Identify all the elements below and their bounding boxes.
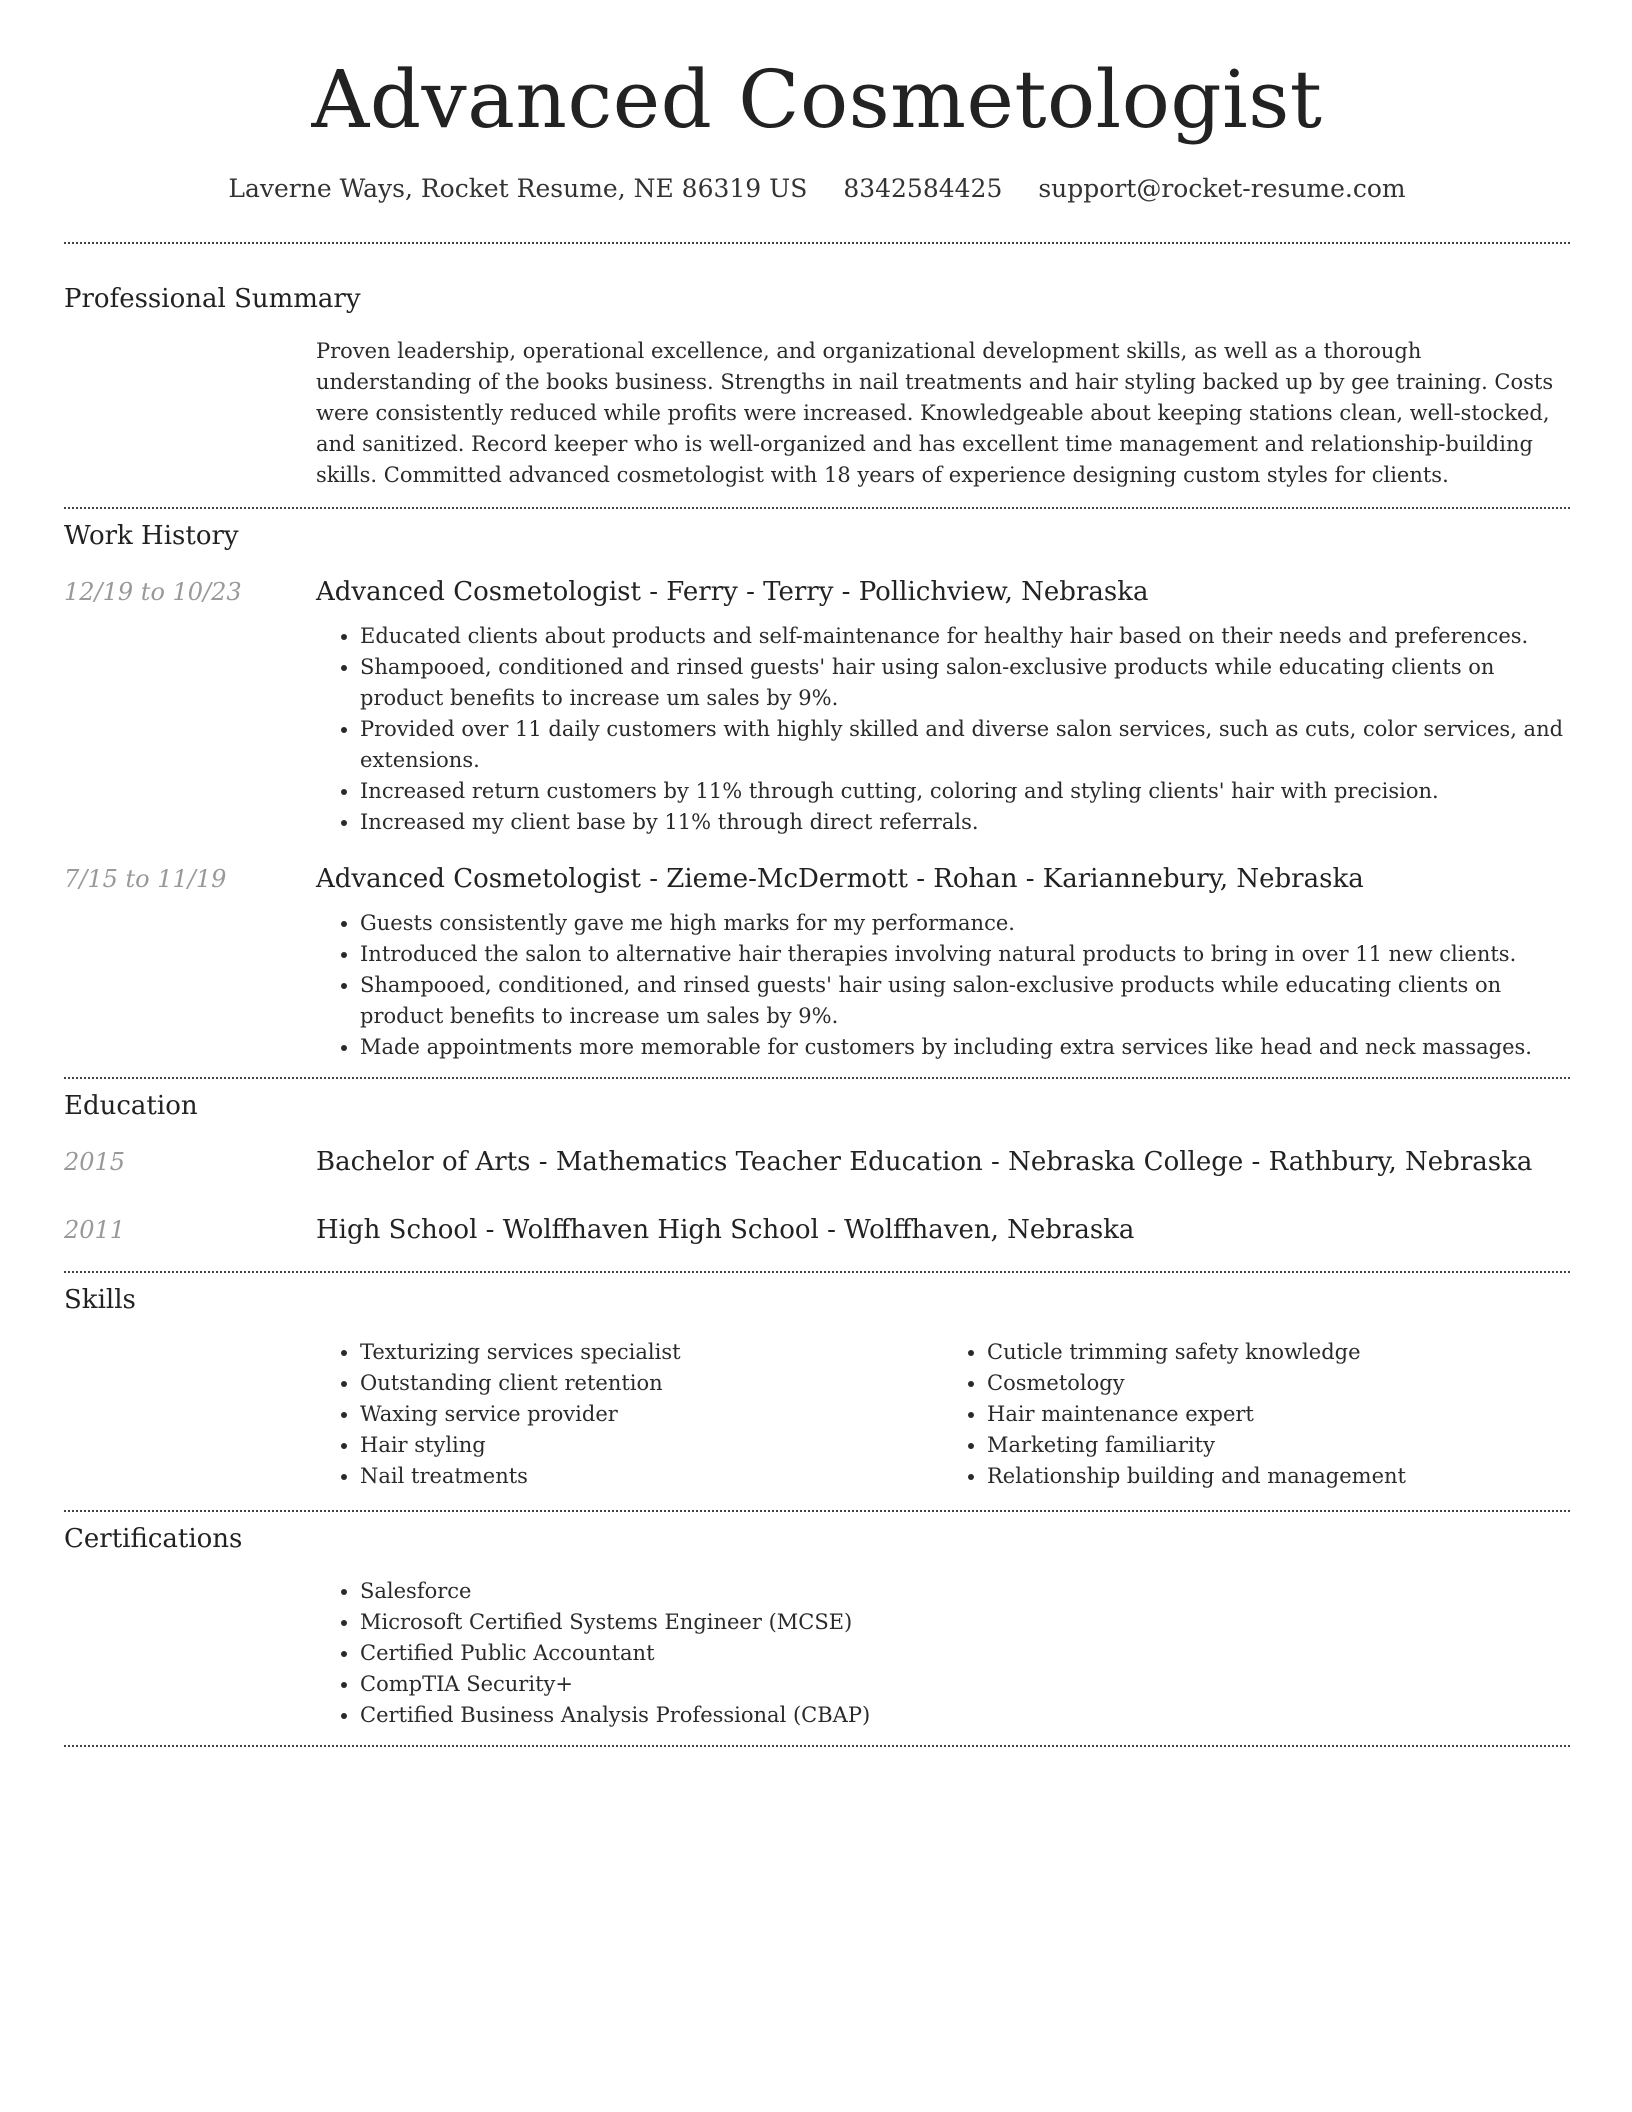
education-entry	[64, 1213, 1570, 1247]
contact-line	[64, 172, 1570, 206]
job-bullets	[316, 908, 1570, 1063]
list-item: • Shampooed, conditioned and rinsed guests' hair using salon-exclusive products while educating clients on product benefits to increase um sales by 9%.	[360, 652, 1570, 714]
contact-address: Laverne Ways, Rocket Resume, NE 86319 US	[228, 174, 808, 203]
skills-list-right	[943, 1337, 1570, 1492]
list-item: • Cosmetology	[987, 1368, 1570, 1399]
list-item: • Increased my client base by 11% through direct referrals.	[360, 807, 1570, 838]
job-dates: 12/19 to 10/23	[64, 578, 242, 606]
job-bullets	[316, 621, 1570, 838]
job-details: - Ferry - Terry - Pollichview, Nebraska	[640, 577, 1149, 607]
education-title	[316, 1213, 1134, 1247]
job-entry	[64, 862, 1570, 1063]
certifications-section	[64, 1522, 1570, 1731]
education-year: 2011	[64, 1216, 126, 1244]
skills-list-left	[316, 1337, 943, 1492]
education-details: - Wolffhaven High School - Wolffhaven, Nebraska	[477, 1215, 1135, 1245]
list-item: • Cuticle trimming safety knowledge	[987, 1337, 1570, 1368]
list-item: • Certified Business Analysis Professional (CBAP)	[360, 1700, 1570, 1731]
education-entry	[64, 1145, 1570, 1179]
list-item: • Increased return customers by 11% through cutting, coloring and styling clients' hair with precision.	[360, 776, 1570, 807]
education-title	[316, 1145, 1532, 1179]
contact-phone: 8342584425	[843, 174, 1003, 203]
job-role: Advanced Cosmetologist	[316, 864, 641, 894]
list-item: • Introduced the salon to alternative hair therapies involving natural products to bring in over 11 new clients.	[360, 939, 1570, 970]
education-section	[64, 1089, 1570, 1247]
list-item: • Made appointments more memorable for customers by including extra services like head and neck massages.	[360, 1032, 1570, 1063]
section-divider	[64, 1271, 1570, 1273]
list-item: • Hair maintenance expert	[987, 1399, 1570, 1430]
certifications-list	[316, 1576, 1570, 1731]
job-entry	[64, 575, 1570, 838]
list-item: • Provided over 11 daily customers with highly skilled and diverse salon services, such as cuts, color services, and extensions.	[360, 714, 1570, 776]
list-item: • Shampooed, conditioned, and rinsed guests' hair using salon-exclusive products while educating clients on product benefits to increase um sales by 9%.	[360, 970, 1570, 1032]
education-year: 2015	[64, 1148, 126, 1176]
job-role: Advanced Cosmetologist	[316, 577, 641, 607]
list-item: • Guests consistently gave me high marks for my performance.	[360, 908, 1570, 939]
list-item: • Texturizing services specialist	[360, 1337, 943, 1368]
education-degree: High School	[316, 1215, 478, 1245]
list-item: • Certified Public Accountant	[360, 1638, 1570, 1669]
work-history-heading: Work History	[64, 521, 239, 551]
job-title	[316, 575, 1148, 609]
section-divider	[64, 242, 1570, 244]
job-details: - Zieme-McDermott - Rohan - Kariannebury, Nebraska	[640, 864, 1364, 894]
education-degree: Bachelor of Arts	[316, 1147, 531, 1177]
skills-heading: Skills	[64, 1285, 136, 1315]
education-heading: Education	[64, 1091, 198, 1121]
contact-email: support@rocket-resume.com	[1038, 174, 1406, 203]
skills-section	[64, 1283, 1570, 1492]
list-item: • Waxing service provider	[360, 1399, 943, 1430]
job-dates: 7/15 to 11/19	[64, 865, 227, 893]
summary-text: Proven leadership, operational excellence, and organizational development skills, as well as a thorough understanding of the books business. Strengths in nail treatments and hair styling backed up by gee training. Costs were consistently reduced while profits were increased. Knowledgeable about keeping stations clean, well-stocked, and sanitized. Record keeper who is well-organized and has excellent time management and relationship-building skills. Committed advanced cosmetologist with 18 years of experience designing custom styles for clients.	[316, 339, 1554, 487]
candidate-name: Advanced Cosmetologist	[311, 53, 1323, 146]
list-item: • CompTIA Security+	[360, 1669, 1570, 1700]
resume-page	[64, 0, 1570, 1747]
list-item: • Educated clients about products and self-maintenance for healthy hair based on their needs and preferences.	[360, 621, 1570, 652]
section-divider	[64, 507, 1570, 509]
section-divider	[64, 1510, 1570, 1512]
list-item: • Outstanding client retention	[360, 1368, 943, 1399]
education-details: - Mathematics Teacher Education - Nebraska College - Rathbury, Nebraska	[530, 1147, 1533, 1177]
list-item: • Microsoft Certified Systems Engineer (MCSE)	[360, 1607, 1570, 1638]
list-item: • Relationship building and management	[987, 1461, 1570, 1492]
section-divider	[64, 1077, 1570, 1079]
job-title	[316, 862, 1364, 896]
certifications-heading: Certifications	[64, 1524, 243, 1554]
section-divider	[64, 1745, 1570, 1747]
list-item: • Marketing familiarity	[987, 1430, 1570, 1461]
summary-section	[64, 282, 1570, 491]
work-history-section	[64, 519, 1570, 1063]
list-item: • Nail treatments	[360, 1461, 943, 1492]
list-item: • Salesforce	[360, 1576, 1570, 1607]
list-item: • Hair styling	[360, 1430, 943, 1461]
summary-heading: Professional Summary	[64, 284, 361, 314]
